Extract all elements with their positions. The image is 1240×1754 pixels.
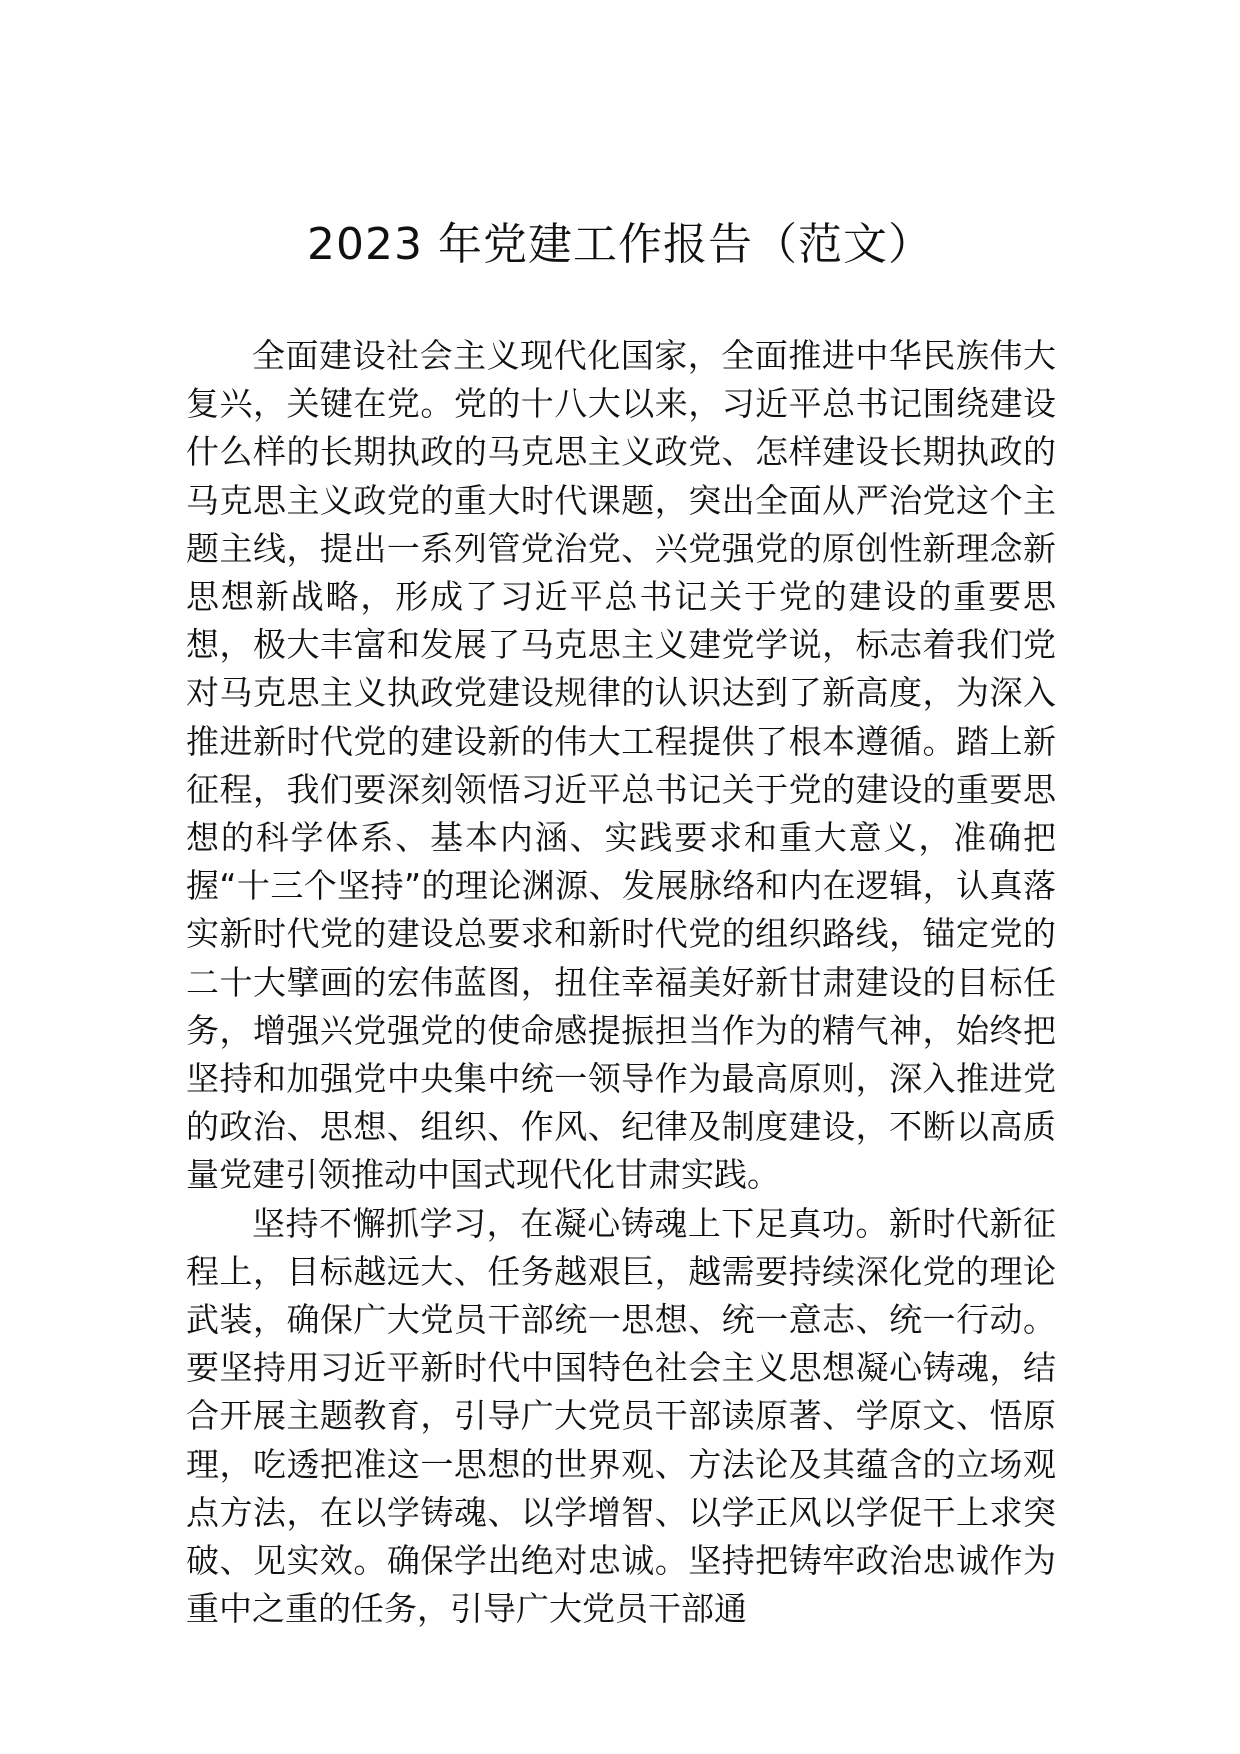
document-body xyxy=(186,332,1056,1633)
paragraph-1: 全面建设社会主义现代化国家，全面推进中华民族伟大复兴，关键在党。党的十八大以来，习近平总书记围绕建设什么样的长期执政的马克思主义政党、怎样建设长期执政的马克思主义政党的重大时代课题，突出全面从严治党这个主题主线，提出一系列管党治党、兴党强党的原创性新理念新思想新战略，形成了习近平总书记关于党的建设的重要思想，极大丰富和发展了马克思主义建党学说，标志着我们党对马克思主义执政党建设规律的认识达到了新高度，为深入推进新时代党的建设新的伟大工程提供了根本遵循。踏上新征程，我们要深刻领悟习近平总书记关于党的建设的重要思想的科学体系、基本内涵、实践要求和重大意义，准确把握“十三个坚持”的理论渊源、发展脉络和内在逻辑，认真落实新时代党的建设总要求和新时代党的组织路线，锚定党的二十大擘画的宏伟蓝图，扭住幸福美好新甘肃建设的目标任务，增强兴党强党的使命感提振担当作为的精气神，始终把坚持和加强党中央集中统一领导作为最高原则，深入推进党的政治、思想、组织、作风、纪律及制度建设，不断以高质量党建引领推动中国式现代化甘肃实践。 xyxy=(186,336,1056,1195)
document-title: 2023 年党建工作报告（范文） xyxy=(307,219,933,270)
paragraph-2: 坚持不懈抓学习，在凝心铸魂上下足真功。新时代新征程上，目标越远大、任务越艰巨，越需要持续深化党的理论武装，确保广大党员干部统一思想、统一意志、统一行动。要坚持用习近平新时代中国特色社会主义思想凝心铸魂，结合开展主题教育，引导广大党员干部读原著、学原文、悟原理，吃透把准这一思想的世界观、方法论及其蕴含的立场观点方法，在以学铸魂、以学增智、以学正风以学促干上求突破、见实效。确保学出绝对忠诚。坚持把铸牢政治忠诚作为重中之重的任务，引导广大党员干部通 xyxy=(186,1203,1056,1629)
